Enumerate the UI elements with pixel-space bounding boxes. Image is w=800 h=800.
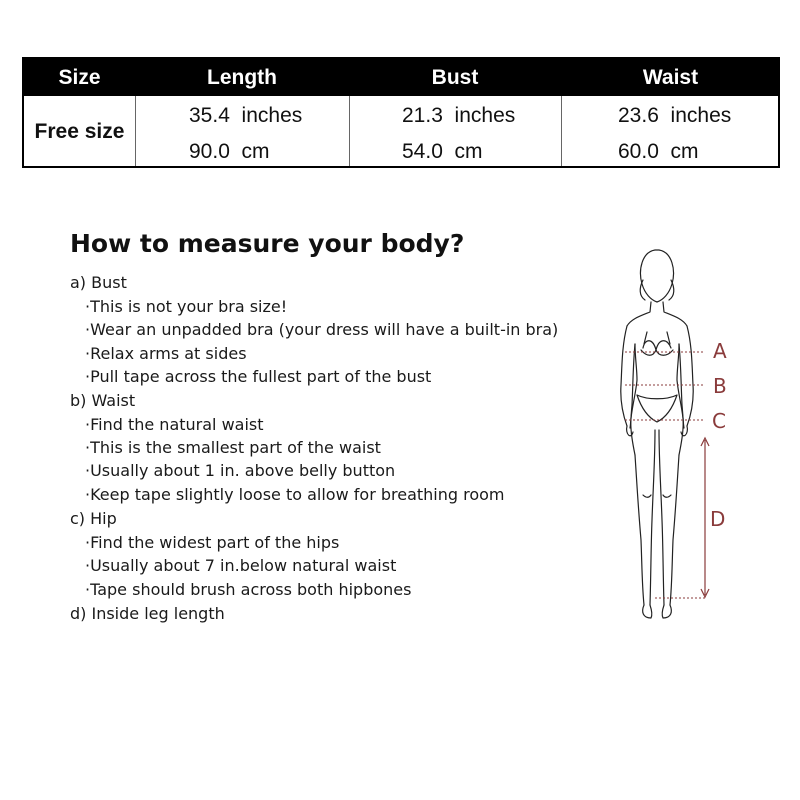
column-divider (349, 96, 350, 166)
guide-tip: ·Find the widest part of the hips (85, 533, 340, 552)
header-bust: Bust (431, 66, 479, 89)
body-measurement-figure (595, 240, 745, 630)
column-divider (561, 96, 562, 166)
label-b: B (713, 374, 727, 398)
label-d: D (710, 507, 726, 531)
length-inches: 35.4 inches (189, 104, 303, 127)
guide-section-hip: c) Hip (70, 509, 117, 528)
size-table-header (24, 59, 778, 96)
column-divider (135, 96, 136, 166)
guide-title: How to measure your body? (70, 229, 465, 258)
row-label-free-size: Free size (34, 120, 125, 143)
waist-inches: 23.6 inches (618, 104, 732, 127)
size-table (22, 57, 780, 168)
header-size: Size (58, 66, 101, 89)
bust-inches: 21.3 inches (402, 104, 516, 127)
header-length: Length (207, 66, 277, 89)
header-waist: Waist (642, 66, 699, 89)
guide-section-bust: a) Bust (70, 273, 127, 292)
guide-tip: ·Wear an unpadded bra (your dress will have a built-in bra) (85, 320, 559, 339)
bust-cm: 54.0 cm (402, 140, 483, 163)
guide-tip: ·Find the natural waist (85, 415, 264, 434)
guide-section-inside-leg: d) Inside leg length (70, 604, 225, 623)
guide-tip: ·Tape should brush across both hipbones (85, 580, 412, 599)
label-c: C (712, 409, 726, 433)
waist-cm: 60.0 cm (618, 140, 699, 163)
guide-section-waist: b) Waist (70, 391, 136, 410)
guide-tip: ·This is not your bra size! (85, 297, 288, 316)
length-cm: 90.0 cm (189, 140, 270, 163)
guide-tip: ·This is the smallest part of the waist (85, 438, 381, 457)
label-a: A (713, 339, 727, 363)
guide-tip: ·Usually about 1 in. above belly button (85, 461, 396, 480)
guide-tip: ·Keep tape slightly loose to allow for breathing room (85, 485, 505, 504)
guide-tip: ·Usually about 7 in.below natural waist (85, 556, 397, 575)
guide-tip: ·Pull tape across the fullest part of the bust (85, 367, 432, 386)
guide-tip: ·Relax arms at sides (85, 344, 247, 363)
